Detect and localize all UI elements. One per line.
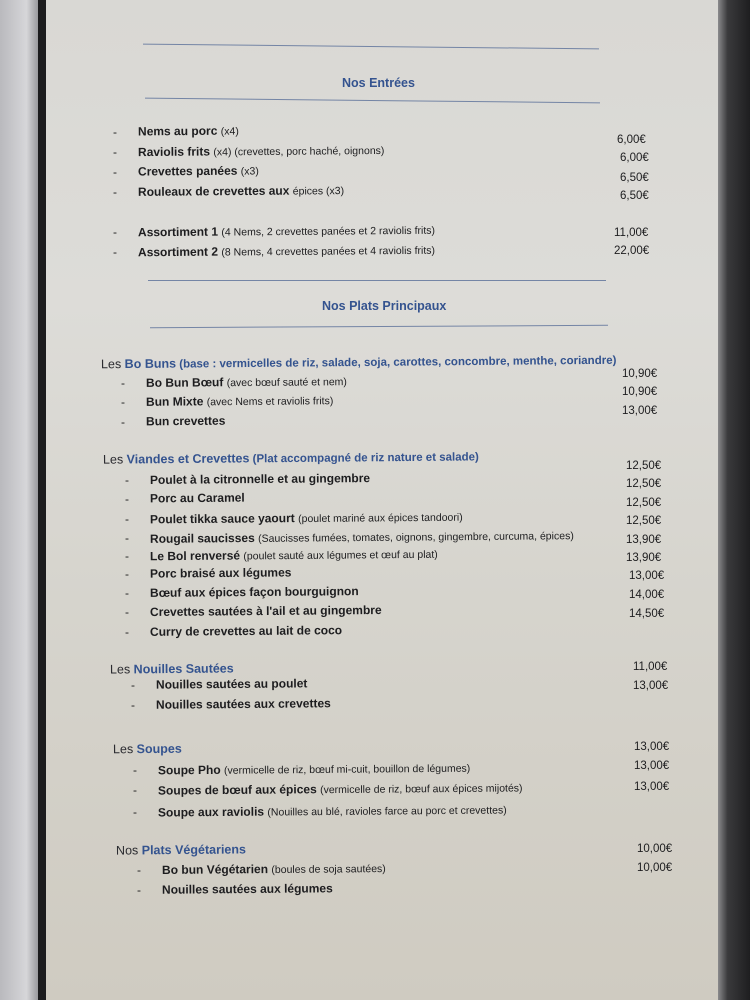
menu-item (138, 124, 239, 139)
menu-item (162, 881, 333, 896)
menu-item (138, 223, 435, 240)
category-title: Nouilles Sautées (133, 661, 234, 677)
menu-item-price: 13,00€ (629, 570, 665, 582)
category-prefix: Les (100, 357, 125, 372)
menu-item-price: 13,00€ (634, 741, 670, 753)
bullet-dash: - (131, 698, 135, 712)
menu-item-description: (x4) (crevettes, porc haché, oignons) (213, 144, 385, 159)
bullet-dash: - (121, 376, 125, 390)
menu-item-price: 10,00€ (637, 843, 673, 855)
category-prefix: Les (112, 742, 137, 757)
menu-item-price: 13,90€ (626, 534, 662, 546)
menu-item-price: 6,00€ (620, 152, 649, 164)
menu-item-price: 12,50€ (626, 515, 662, 527)
menu-item-price: 12,50€ (626, 478, 662, 490)
bullet-dash: - (125, 512, 129, 526)
bullet-dash: - (133, 805, 137, 819)
menu-item-name: Crevettes sautées à l'ail et au gingembre (149, 602, 382, 620)
menu-item-name: Curry de crevettes au lait de coco (149, 623, 343, 639)
bullet-dash: - (113, 245, 117, 259)
menu-item-name: Nouilles sautées aux crevettes (155, 696, 331, 712)
bullet-dash: - (113, 225, 117, 239)
bullet-dash: - (113, 145, 117, 159)
category-prefix: Les (109, 662, 134, 677)
menu-item-name: Bo Bun Bœuf (145, 375, 224, 390)
menu-item-price: 13,00€ (622, 405, 658, 417)
menu-item-description: (vermicelle de riz, bœuf mi-cuit, bouillon de légumes) (223, 762, 471, 777)
menu-item-name: Rougail saucisses (149, 530, 255, 546)
bullet-dash: - (137, 883, 141, 897)
menu-item (150, 547, 438, 564)
menu-item (138, 183, 344, 199)
menu-item-price: 22,00€ (614, 245, 650, 257)
menu-item (156, 676, 307, 691)
menu-item-price: 14,50€ (629, 608, 665, 620)
bullet-dash: - (125, 586, 129, 600)
menu-item-name: Bun crevettes (145, 413, 226, 429)
menu-item-description: épices (x3) (292, 185, 345, 198)
bullet-dash: - (113, 185, 117, 199)
menu-item (146, 374, 347, 390)
section-title-entrees: Nos Entrées (342, 76, 415, 90)
menu-item-description: (x3) (240, 165, 259, 178)
menu-item (150, 584, 359, 600)
menu-item-name: Porc braisé aux légumes (149, 565, 292, 581)
menu-item-name: Assortiment 2 (137, 244, 219, 260)
bullet-dash: - (125, 625, 129, 639)
menu-item (138, 243, 435, 260)
menu-item (138, 163, 259, 178)
menu-item-name: Assortiment 1 (137, 224, 219, 240)
menu-item-price: 6,50€ (620, 172, 649, 184)
menu-item-name: Raviolis frits (137, 144, 211, 160)
category-header (116, 842, 246, 857)
menu-item-name: Rouleaux de crevettes aux (137, 183, 290, 199)
bullet-dash: - (125, 473, 129, 487)
bullet-dash: - (125, 549, 129, 563)
menu-item-description: (poulet sauté aux légumes et œuf au plat) (243, 548, 438, 563)
category-header (110, 661, 234, 676)
menu-item-name: Poulet à la citronnelle et au gingembre (149, 471, 371, 487)
section-title-plats: Nos Plats Principaux (322, 299, 447, 313)
menu-item (150, 603, 382, 619)
menu-item-name: Crevettes panées (137, 163, 238, 179)
bullet-dash: - (121, 415, 125, 429)
menu-item-name: Le Bol renversé (149, 548, 241, 564)
menu-item-description: (8 Nems, 4 crevettes panées et 4 raviolis frits) (221, 244, 436, 259)
menu-item-price: 10,90€ (622, 386, 658, 398)
category-title: Bo Buns (124, 356, 177, 372)
bullet-dash: - (125, 492, 129, 506)
menu-item-price: 12,50€ (626, 497, 662, 509)
menu-item (146, 414, 225, 429)
category-title: Soupes (136, 741, 182, 757)
category-prefix: Nos (115, 843, 142, 858)
menu-item (150, 510, 463, 527)
left-page-edge (0, 0, 38, 1000)
category-prefix: Les (102, 452, 127, 467)
menu-item-description: (avec Nems et raviolis frits) (206, 395, 334, 409)
menu-item-name: Nouilles sautées aux légumes (161, 881, 333, 897)
menu-item-price: 11,00€ (614, 227, 649, 239)
menu-item-description: (avec bœuf sauté et nem) (226, 376, 347, 390)
menu-item-name: Soupes de bœuf aux épices (157, 782, 317, 798)
menu-item-description: (poulet mariné aux épices tandoori) (298, 511, 463, 526)
menu-item-price: 12,50€ (626, 460, 662, 472)
menu-item-description: (x4) (220, 125, 239, 138)
menu-item-name: Bo bun Végétarien (161, 862, 269, 877)
menu-item-name: Porc au Caramel (149, 490, 245, 506)
menu-item-price: 11,00€ (633, 661, 668, 673)
menu-item-price: 13,00€ (634, 781, 670, 793)
menu-item-name: Soupe aux raviolis (157, 804, 265, 820)
menu-item-description: (4 Nems, 2 crevettes panées et 2 raviolis frits) (221, 224, 436, 239)
menu-item-price: 13,00€ (633, 680, 669, 692)
bullet-dash: - (125, 605, 129, 619)
bullet-dash: - (113, 165, 117, 179)
menu-item-name: Soupe Pho (157, 762, 221, 778)
bullet-dash: - (133, 763, 137, 777)
menu-binder-spine (38, 0, 46, 1000)
divider (148, 280, 606, 281)
bullet-dash: - (133, 783, 137, 797)
menu-item (138, 143, 384, 159)
bullet-dash: - (131, 678, 135, 692)
menu-item-name: Nems au porc (137, 123, 218, 139)
category-description: (base : vermicelles de riz, salade, soja, carottes, concombre, menthe, coriandre) (175, 354, 617, 371)
menu-item (158, 761, 470, 778)
menu-item (150, 623, 342, 639)
menu-item (150, 565, 292, 580)
menu-item-price: 6,00€ (617, 134, 646, 146)
menu-item-price: 10,00€ (637, 862, 673, 874)
menu-item-name: Bun Mixte (145, 394, 204, 409)
menu-item-price: 13,90€ (626, 552, 662, 564)
bullet-dash: - (137, 863, 141, 877)
category-title: Plats Végétariens (141, 842, 246, 858)
menu-item-description: (Saucisses fumées, tomates, oignons, gingembre, curcuma, épices) (258, 530, 574, 545)
menu-item (162, 861, 386, 877)
bullet-dash: - (121, 395, 125, 409)
menu-item-description: (vermicelle de riz, bœuf aux épices mijotés) (320, 782, 523, 797)
menu-item-description: (Nouilles au blé, ravioles farce au porc et crevettes) (267, 804, 507, 819)
bullet-dash: - (125, 531, 129, 545)
menu-item-name: Nouilles sautées au poulet (155, 676, 308, 692)
category-header (113, 742, 182, 757)
menu-item-price: 13,00€ (634, 760, 670, 772)
menu-item-description: (boules de soja sautées) (271, 863, 386, 877)
right-binder-edge (718, 0, 750, 1000)
menu-item-price: 10,90€ (622, 368, 658, 380)
menu-item (150, 471, 370, 487)
category-title: Viandes et Crevettes (126, 451, 250, 467)
menu-item-name: Bœuf aux épices façon bourguignon (149, 584, 359, 600)
category-description: (Plat accompagné de riz nature et salade) (249, 451, 479, 466)
bullet-dash: - (113, 125, 117, 139)
menu-item (146, 393, 333, 409)
menu-item-name: Poulet tikka sauce yaourt (149, 511, 295, 527)
menu-item (150, 491, 245, 506)
menu-item-price: 6,50€ (620, 190, 649, 202)
menu-item (156, 696, 331, 712)
bullet-dash: - (125, 567, 129, 581)
menu-item-price: 14,00€ (629, 589, 665, 601)
